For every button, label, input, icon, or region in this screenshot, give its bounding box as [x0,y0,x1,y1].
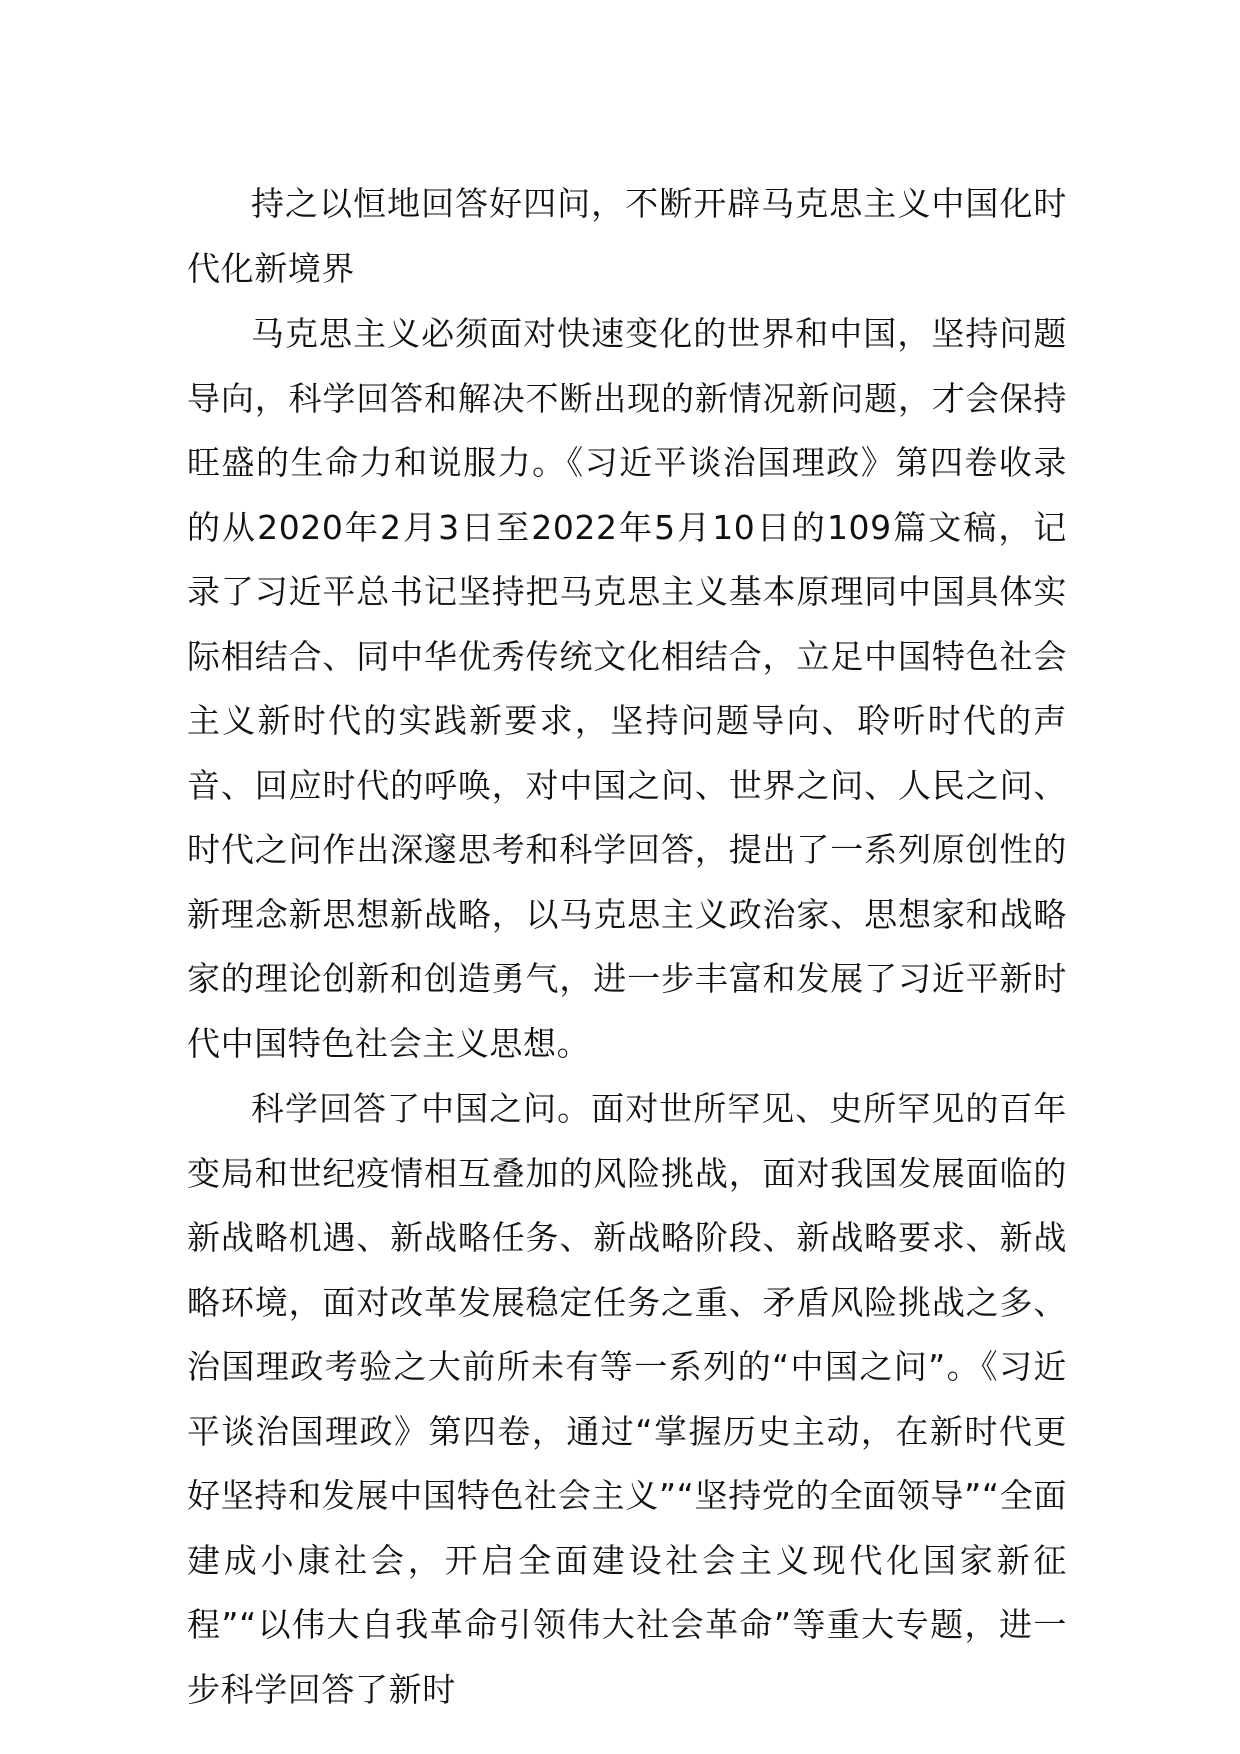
document-body [187,172,1067,1723]
paragraph-2: 科学回答了中国之问。面对世所罕见、史所罕见的百年变局和世纪疫情相互叠加的风险挑战，面对我国发展面临的新战略机遇、新战略任务、新战略阶段、新战略要求、新战略环境，面对改革发展稳定任务之重、矛盾风险挑战之多、治国理政考验之大前所未有等一系列的“中国之问”。《习近平谈治国理政》第四卷，通过“掌握历史主动，在新时代更好坚持和发展中国特色社会主义”“坚持党的全面领导”“全面建成小康社会，开启全面建设社会主义现代化国家新征程”“以伟大自我革命引领伟大社会革命”等重大专题，进一步科学回答了新时 [187,1089,1067,1709]
section-heading: 持之以恒地回答好四问，不断开辟马克思主义中国化时代化新境界 [187,184,1067,288]
paragraph-1: 马克思主义必须面对快速变化的世界和中国，坚持问题导向，科学回答和解决不断出现的新情况新问题，才会保持旺盛的生命力和说服力。《习近平谈治国理政》第四卷收录的从2020年2月3日至2022年5月10日的109篇文稿，记录了习近平总书记坚持把马克思主义基本原理同中国具体实际相结合、同中华优秀传统文化相结合，立足中国特色社会主义新时代的实践新要求，坚持问题导向、聆听时代的声音、回应时代的呼唤，对中国之问、世界之问、人民之问、时代之问作出深邃思考和科学回答，提出了一系列原创性的新理念新思想新战略，以马克思主义政治家、思想家和战略家的理论创新和创造勇气，进一步丰富和发展了习近平新时代中国特色社会主义思想。 [187,314,1067,1063]
